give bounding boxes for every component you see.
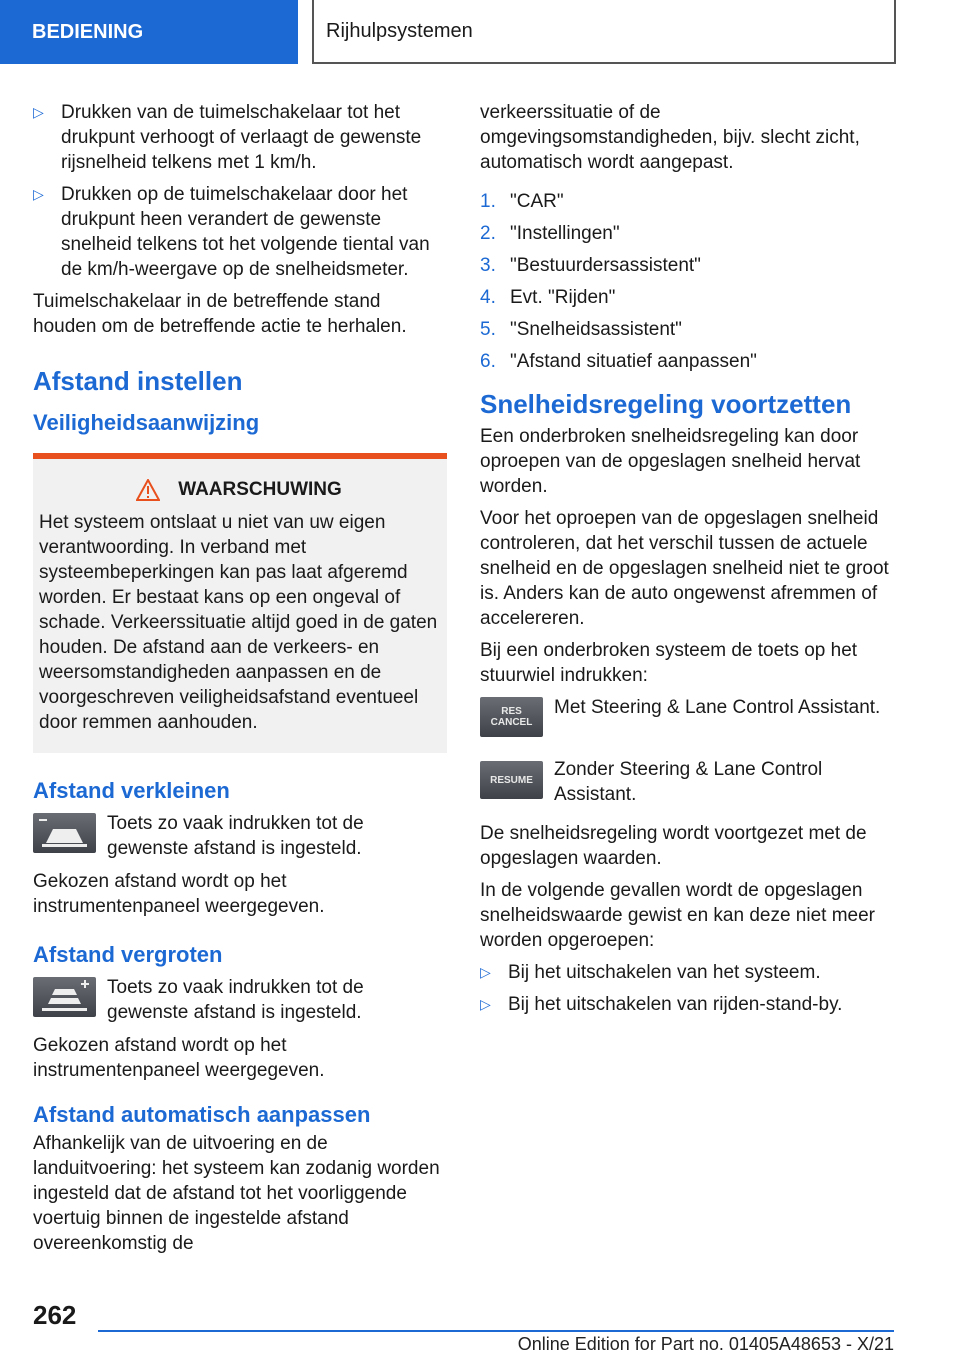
section-tab: BEDIENING bbox=[0, 0, 298, 64]
list-item: ▷ Drukken van de tuimelschakelaar tot het drukpunt verhoogt of verlaagt de gewenste rijsnelheid telkens met 1 km/h. bbox=[33, 102, 422, 173]
heading-afstand-vergroten: Afstand vergroten bbox=[33, 942, 223, 967]
paragraph: Tuimelschakelaar in de betreffende stand houden om de betreffende actie te herhalen. bbox=[33, 291, 407, 337]
list-item: 5. "Snelheidsassistent" bbox=[480, 319, 682, 340]
footer-edition: Online Edition for Part no. 01405A48653 - X/21 bbox=[517, 1334, 894, 1354]
list-item: ▷ Bij het uitschakelen van het systeem. bbox=[480, 962, 821, 983]
list-item: 4. Evt. "Rijden" bbox=[480, 287, 616, 308]
warning-triangle-icon bbox=[136, 479, 160, 501]
heading-veiligheidsaanwijzing: Veiligheidsaanwijzing bbox=[33, 410, 260, 435]
heading-snelheidsregeling-voortzetten: Snelheidsregeling voortzetten bbox=[480, 389, 852, 419]
triangle-bullet-icon: ▷ bbox=[480, 996, 491, 1012]
warning-box bbox=[33, 453, 447, 753]
warning-text: Het systeem ontslaat u niet van uw eigen verantwoording. In verband met systeembeperkingen kan pas laat afgeremd worden. Er bestaat kans op een ongeval of schade. Verkeerssituatie altijd goed in de gaten houden. De afstand aan de verkeers- en weersomstandigheden aanpassen en de voorgeschreven veiligheidsafstand eventueel door remmen aanhouden. bbox=[39, 512, 438, 733]
distance-decrease-icon bbox=[33, 813, 96, 853]
distance-increase-icon bbox=[33, 977, 96, 1017]
paragraph: Voor het oproepen van de opgeslagen snelheid controleren, dat het verschil tussen de actuele snelheid en de opgeslagen snelheid niet te groot is. Anders kan de auto ongewenst afremmen of accelereren. bbox=[480, 508, 889, 629]
paragraph: Een onderbroken snelheidsregeling kan door oproepen van de opgeslagen snelheid hervat worden. bbox=[480, 426, 861, 497]
footer-divider bbox=[98, 1330, 894, 1332]
triangle-bullet-icon: ▷ bbox=[33, 104, 44, 120]
paragraph: Bij een onderbroken systeem de toets op het stuurwiel indrukken: bbox=[480, 640, 858, 686]
heading-afstand-automatisch: Afstand automatisch aanpassen bbox=[33, 1102, 371, 1127]
key-row: RES CANCEL Met Steering & Lane Control Assistant. bbox=[480, 695, 892, 737]
page-number: 262 bbox=[33, 1300, 77, 1330]
list-item: 1. "CAR" bbox=[480, 191, 564, 212]
paragraph: Afhankelijk van de uitvoering en de landuitvoering: het systeem kan zodanig worden ingesteld dat de afstand tot het voorliggende voertuig binnen de ingestelde afstand overeenkomstig de bbox=[33, 1133, 440, 1254]
list-item: 6. "Afstand situatief aanpassen" bbox=[480, 351, 757, 372]
chapter-title: Rijhulpsystemen bbox=[312, 0, 896, 64]
paragraph: verkeerssituatie of de omgevingsomstandigheden, bijv. slecht zicht, automatisch wordt aangepast. bbox=[480, 102, 860, 173]
list-item: 3. "Bestuurdersassistent" bbox=[480, 255, 701, 276]
warning-title: WAARSCHUWING bbox=[178, 479, 342, 500]
paragraph: De snelheidsregeling wordt voortgezet met de opgeslagen waarden. bbox=[480, 823, 867, 869]
heading-afstand-verkleinen: Afstand verkleinen bbox=[33, 778, 230, 803]
key-row: Toets zo vaak indrukken tot de gewenste afstand is ingesteld. bbox=[33, 975, 447, 1025]
heading-afstand-instellen: Afstand instellen bbox=[33, 366, 243, 396]
paragraph: Gekozen afstand wordt op het instrumentenpaneel weergegeven. bbox=[33, 1035, 325, 1081]
left-column bbox=[33, 100, 447, 1263]
key-row: RESUME Zonder Steering & Lane Control Assistant. bbox=[480, 757, 892, 807]
right-column bbox=[480, 100, 892, 1024]
triangle-bullet-icon: ▷ bbox=[480, 964, 491, 980]
paragraph: In de volgende gevallen wordt de opgeslagen snelheidswaarde gewist en kan deze niet meer worden opgeroepen: bbox=[480, 880, 876, 951]
list-item: ▷ Drukken op de tuimelschakelaar door het drukpunt heen verandert de gewenste snelheid telkens tot het volgende tiental van de km/h-weergave op de snelheidsmeter. bbox=[33, 184, 430, 280]
res-cancel-button-icon: RES CANCEL bbox=[480, 697, 543, 737]
key-row: Toets zo vaak indrukken tot de gewenste afstand is ingesteld. bbox=[33, 811, 447, 861]
steps-list bbox=[480, 189, 892, 374]
triangle-bullet-icon: ▷ bbox=[33, 186, 44, 202]
paragraph: Gekozen afstand wordt op het instrumentenpaneel weergegeven. bbox=[33, 871, 325, 917]
list-item: 2. "Instellingen" bbox=[480, 223, 620, 244]
resume-button-icon: RESUME bbox=[480, 761, 543, 799]
list-item: ▷ Bij het uitschakelen van rijden-stand-by. bbox=[480, 994, 843, 1015]
